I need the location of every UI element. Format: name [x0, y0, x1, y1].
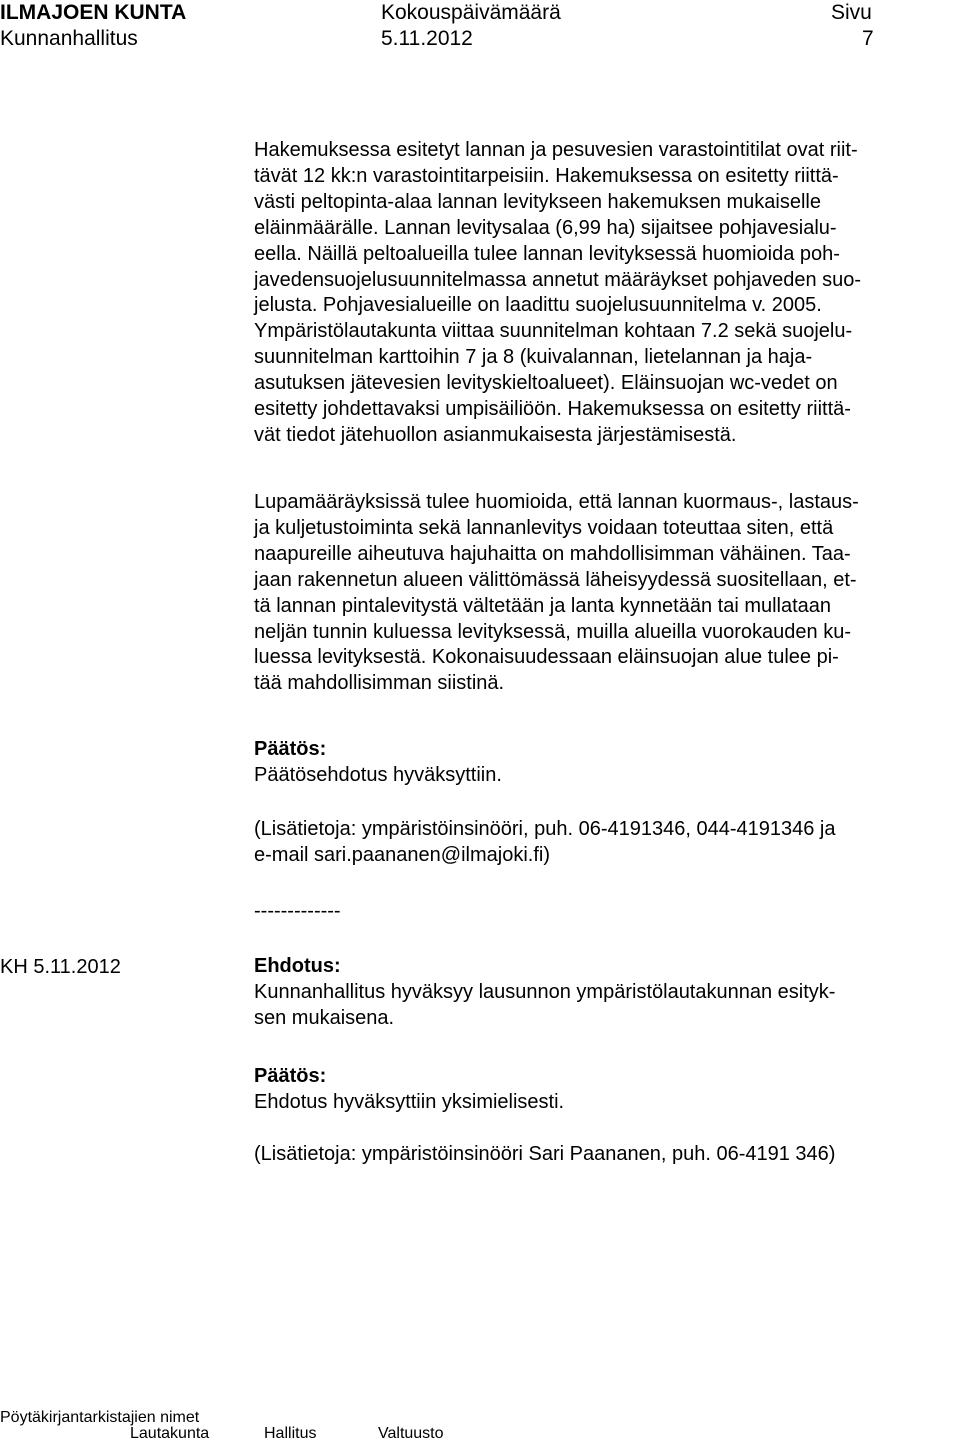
text-line: jelusta. Pohjavesialueille on laadittu suojelusuunnitelma v. 2005. [254, 294, 822, 317]
decision-text: Ehdotus hyväksyttiin yksimielisesti. [254, 1090, 565, 1113]
text-line: Hakemuksessa esitetyt lannan ja pesuvesien varastointitilat ovat riit- [254, 139, 858, 161]
body-name: Kunnanhallitus [0, 27, 138, 50]
text-line: luessa levityksestä. Kokonaisuudessaan eläinsuojan alue tulee pi- [254, 646, 839, 669]
text-line: eläinmäärälle. Lannan levitysalaa (6,99 ha) sijaitsee pohjavesialu- [254, 216, 837, 239]
text-line: eella. Näillä peltoalueilla tulee lannan levityksessä huomioida poh- [254, 242, 840, 265]
paragraph-storage-assessment [254, 138, 944, 449]
contact-info [254, 817, 944, 869]
text-line: Kunnanhallitus hyväksyy lausunnon ympäristölautakunnan esityk- [254, 980, 836, 1003]
text-line: tä lannan pintalevitystä vältetään ja lanta kynnetään tai mullataan [254, 594, 832, 617]
text-line: Ympäristölautakunta viittaa suunnitelman kohtaan 7.2 sekä suojelu- [254, 320, 853, 343]
kh-date-label: KH 5.11.2012 [0, 956, 121, 978]
text-line: sen mukaisena. [254, 1006, 395, 1029]
text-line: naapureille aiheutuva hajuhaitta on mahdollisimman vähäinen. Taa- [254, 542, 851, 565]
text-line: jaan rakennetun alueen välittömässä läheisyydessä suositellaan, et- [254, 568, 857, 591]
text-line: asutuksen jätevesien levityskieltoalueet). Eläinsuojan wc-vedet on [254, 372, 838, 395]
kh-decision-section [254, 1064, 944, 1116]
footer-signer-board: Lautakunta [130, 1425, 210, 1442]
page-label: Sivu [831, 1, 872, 24]
kh-contact-info [254, 1142, 944, 1168]
text-line: (Lisätietoja: ympäristöinsinööri, puh. 06-4191346, 044-4191346 ja [254, 818, 836, 840]
text-line: tää mahdollisimman siistinä. [254, 672, 505, 695]
page-number: 7 [862, 27, 874, 50]
text-line: Lupamääräyksissä tulee huomioida, että lannan kuormaus-, lastaus- [254, 491, 859, 513]
text-line: tävät 12 kk:n varastointitarpeisiin. Hakemuksessa on esitetty riittä- [254, 164, 839, 187]
decision-text: Päätösehdotus hyväksyttiin. [254, 763, 502, 786]
paragraph-permit-conditions [254, 490, 944, 697]
footer-signer-council: Valtuusto [378, 1425, 444, 1442]
text-line: neljän tunnin kuluessa levityksessä, muilla alueilla vuorokauden ku- [254, 620, 852, 643]
text-line: suunnitelman karttoihin 7 ja 8 (kuivalannan, lietelannan ja haja- [254, 346, 813, 369]
decision-section [254, 737, 944, 789]
text-line: javedensuojelusuunnitelmassa annetut määräykset pohjaveden suo- [254, 268, 862, 291]
kh-proposal-section [254, 954, 944, 1032]
text-line: (Lisätietoja: ympäristöinsinööri Sari Paananen, puh. 06-4191 346) [254, 1143, 836, 1165]
meeting-date-label: Kokouspäivämäärä [381, 1, 561, 24]
proposal-label: Ehdotus: [254, 955, 341, 977]
organization-name: ILMAJOEN KUNTA [0, 1, 187, 24]
text-line: ja kuljetustoiminta sekä lannanlevitys voidaan toteuttaa siten, että [254, 516, 834, 539]
text-line: esitetty johdettavaksi umpisäiliöön. Hakemuksessa on esitetty riittä- [254, 398, 851, 421]
meeting-date: 5.11.2012 [381, 27, 473, 50]
text-line: västi peltopinta-alaa lannan levitykseen hakemuksen mukaiselle [254, 190, 821, 213]
decision-label: Päätös: [254, 738, 327, 760]
footer-title: Pöytäkirjantarkistajien nimet [0, 1409, 200, 1426]
section-separator: ------------- [254, 900, 341, 922]
footer-signer-government: Hallitus [264, 1425, 317, 1442]
decision-label: Päätös: [254, 1065, 327, 1087]
text-line: vät tiedot jätehuollon asianmukaisesta järjestämisestä. [254, 423, 737, 446]
text-line: e-mail sari.paananen@ilmajoki.fi) [254, 843, 550, 866]
